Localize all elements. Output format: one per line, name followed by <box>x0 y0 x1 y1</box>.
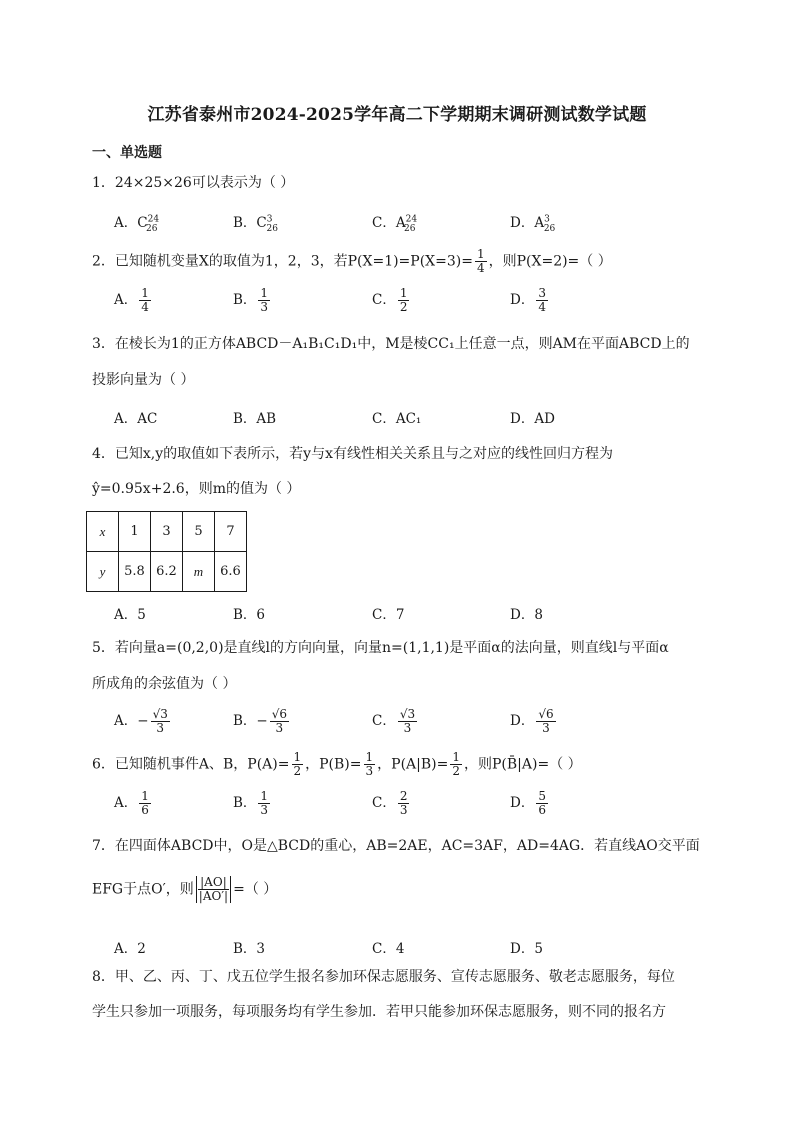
q5-option-c: C． $\frac{√3}{3}$ <box>372 707 416 735</box>
table-row-y: y 5.8 6.2 m 6.6 <box>87 552 247 592</box>
q4-option-a: A．5 <box>114 607 146 623</box>
q5-option-d: D． $\frac{√6}{3}$ <box>510 707 554 735</box>
question-1 <box>92 172 294 194</box>
data-table <box>86 511 247 592</box>
question-3-line2: 投影向量为（ ） <box>92 372 195 388</box>
question-5-line2: 所成角的余弦值为（ ） <box>92 676 237 692</box>
q2-option-d: D． $\frac{3}{4}$ <box>510 286 546 314</box>
q1-option-c: C．$A^{24}_{26}$ <box>372 214 418 234</box>
question-6: 6．已知随机事件A、B，P(A)= $\frac{1}{2}$ ，P(B)= $\frac{1}{3}$ ，P(A|B)= $\frac{1}{2}$ ，则P(B̄|A)=（ ） <box>92 750 582 778</box>
q5-option-b: B．− $\frac{√6}{3}$ <box>233 707 288 735</box>
q3-option-c: C．AC₁ <box>372 411 422 427</box>
exam-title: 江苏省泰州市2024-2025学年高二下学期期末调研测试数学试题 <box>147 105 647 125</box>
q7-option-d: D．5 <box>510 941 543 957</box>
question-4-line1: 4．已知x,y的取值如下表所示，若y与x有线性相关关系且与之对应的线性回归方程为 <box>92 446 613 462</box>
question-7-line1: 7．在四面体ABCD中，O是△BCD的重心，AB=2AE，AC=3AF，AD=4AG．若直线AO交平面 <box>92 838 700 854</box>
q6-option-b: B． $\frac{1}{3}$ <box>233 789 269 817</box>
q4-option-d: D．8 <box>510 607 543 623</box>
question-3-line1: 3．在棱长为1的正方体ABCD－A₁B₁C₁D₁中，M是棱CC₁上任意一点，则AM在平面ABCD上的 <box>92 336 690 352</box>
q1-number: 1． <box>92 175 115 191</box>
table-row-x: x 1 3 5 7 <box>87 512 247 552</box>
q5-option-a: A．− $\frac{√3}{3}$ <box>114 707 168 735</box>
q7-option-a: A．2 <box>114 941 146 957</box>
q1-option-d: D．$A^3_{26}$ <box>510 214 556 234</box>
q3-option-b: B．AB <box>233 411 277 427</box>
q2-option-a: A． $\frac{1}{4}$ <box>114 286 149 314</box>
question-4-line2: ŷ=0.95x+2.6，则m的值为（ ） <box>92 481 301 497</box>
q4-option-c: C．7 <box>372 607 405 623</box>
q7-option-c: C．4 <box>372 941 405 957</box>
q3-option-a: A．AC <box>114 411 158 427</box>
question-2: 2．已知随机变量X的取值为1，2，3，若P(X=1)=P(X=3)= $\frac{1}{4}$ ，则P(X=2)=（ ） <box>92 247 612 275</box>
q2-fraction: $\frac{1}{4}$ <box>476 247 485 275</box>
q6-option-c: C． $\frac{2}{3}$ <box>372 789 408 817</box>
question-8-line1: 8．甲、乙、丙、丁、戊五位学生报名参加环保志愿服务、宣传志愿服务、敬老志愿服务，每位 <box>92 969 675 985</box>
q6-option-a: A． $\frac{1}{6}$ <box>114 789 149 817</box>
question-5-line1: 5．若向量a=(0,2,0)是直线l的方向向量，向量n=(1,1,1)是平面α的法向量，则直线l与平面α <box>92 640 669 656</box>
question-8-line2: 学生只参加一项服务，每项服务均有学生参加．若甲只能参加环保志愿服务，则不同的报名方 <box>92 1004 666 1020</box>
q6-option-d: D． $\frac{5}{6}$ <box>510 789 546 817</box>
q2-option-b: B． $\frac{1}{3}$ <box>233 286 269 314</box>
q2-option-c: C． $\frac{1}{2}$ <box>372 286 408 314</box>
question-7-line2: EFG于点O′，则 $\frac{|AO|}{|AO'|}$ =（ ） <box>92 875 278 903</box>
q1-option-b: B．$C^3_{26}$ <box>233 214 278 234</box>
q3-option-d: D．AD <box>510 411 555 427</box>
q1-option-a: A．$C^{24}_{26}$ <box>114 214 160 234</box>
section-heading: 一、单选题 <box>92 145 162 161</box>
q1-text: 24×25×26可以表示为（ ） <box>114 175 295 191</box>
q7-option-b: B．3 <box>233 941 266 957</box>
q4-option-b: B．6 <box>233 607 266 623</box>
